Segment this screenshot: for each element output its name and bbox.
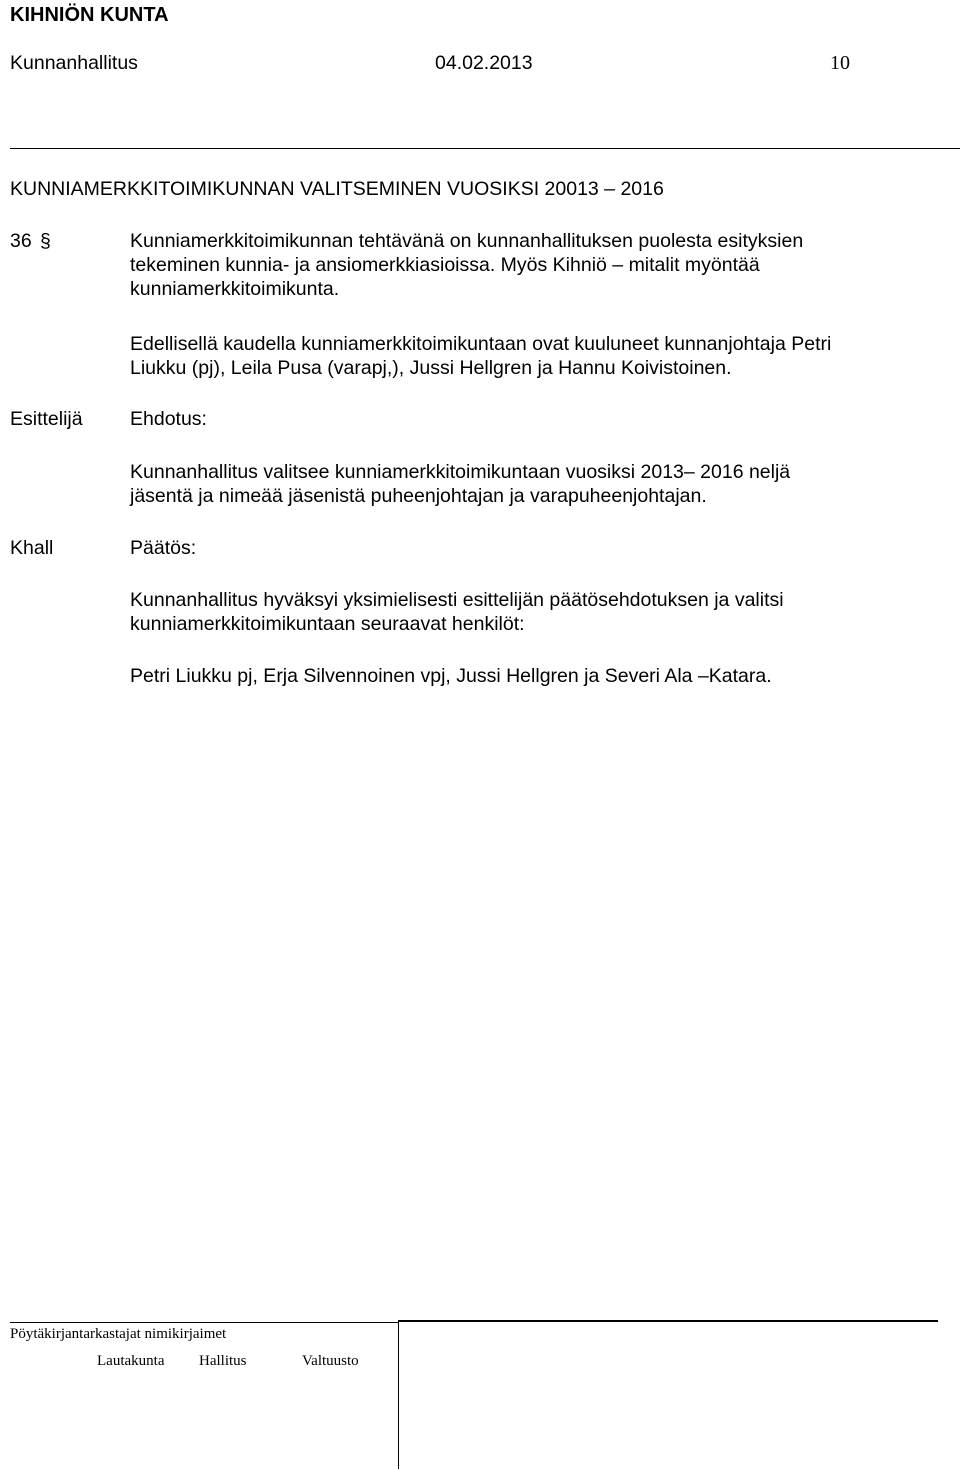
page-number: 10 — [830, 52, 850, 74]
signatures-label: Pöytäkirjantarkastajat nimikirjaimet — [10, 1326, 227, 1342]
intro-line-1: Kunniamerkkitoimikunnan tehtävänä on kunnanhallituksen puolesta esityksien — [130, 230, 804, 252]
proposal-line-2: jäsentä ja nimeää jäsenistä puheenjohtajan ja varapuheenjohtajan. — [130, 485, 707, 507]
proposal-line-1: Kunnanhallitus valitsee kunniamerkkitoimikuntaan vuosiksi 2013– 2016 neljä — [130, 461, 791, 483]
distribution-valtuusto: Valtuusto — [302, 1353, 359, 1369]
proposal-label: Ehdotus: — [130, 408, 207, 430]
previous-members-line-1: Edellisellä kaudella kunniamerkkitoimikuntaan ovat kuuluneet kunnanjohtaja Petri — [130, 333, 832, 355]
section-number: 36 — [10, 230, 32, 252]
presenter-label: Esittelijä — [10, 408, 83, 430]
meeting-date: 04.02.2013 — [435, 52, 533, 74]
section-heading: KUNNIAMERKKITOIMIKUNNAN VALITSEMINEN VUOSIKSI 20013 – 2016 — [10, 178, 664, 200]
intro-line-3: kunniamerkkitoimikunta. — [130, 278, 340, 300]
decision-members: Petri Liukku pj, Erja Silvennoinen vpj, Jussi Hellgren ja Severi Ala –Katara. — [130, 665, 772, 687]
distribution-lautakunta: Lautakunta — [97, 1353, 165, 1369]
body-label: Khall — [10, 537, 54, 559]
distribution-hallitus: Hallitus — [199, 1353, 247, 1369]
board-name: Kunnanhallitus — [10, 52, 138, 74]
decision-line-2: kunniamerkkitoimikuntaan seuraavat henkilöt: — [130, 613, 525, 635]
header-divider — [10, 148, 960, 149]
organization-name: KIHNIÖN KUNTA — [10, 4, 169, 26]
decision-line-1: Kunnanhallitus hyväksyi yksimielisesti esittelijän päätösehdotuksen ja valitsi — [130, 589, 784, 611]
intro-line-2: tekeminen kunnia- ja ansiomerkkiasioissa. Myös Kihniö – mitalit myöntää — [130, 254, 760, 276]
decision-label: Päätös: — [130, 537, 197, 559]
signature-box — [10, 1322, 399, 1469]
footer-rule — [398, 1320, 938, 1322]
previous-members-line-2: Liukku (pj), Leila Pusa (varapj,), Jussi Hellgren ja Hannu Koivistoinen. — [130, 357, 732, 379]
section-symbol: § — [40, 230, 51, 252]
